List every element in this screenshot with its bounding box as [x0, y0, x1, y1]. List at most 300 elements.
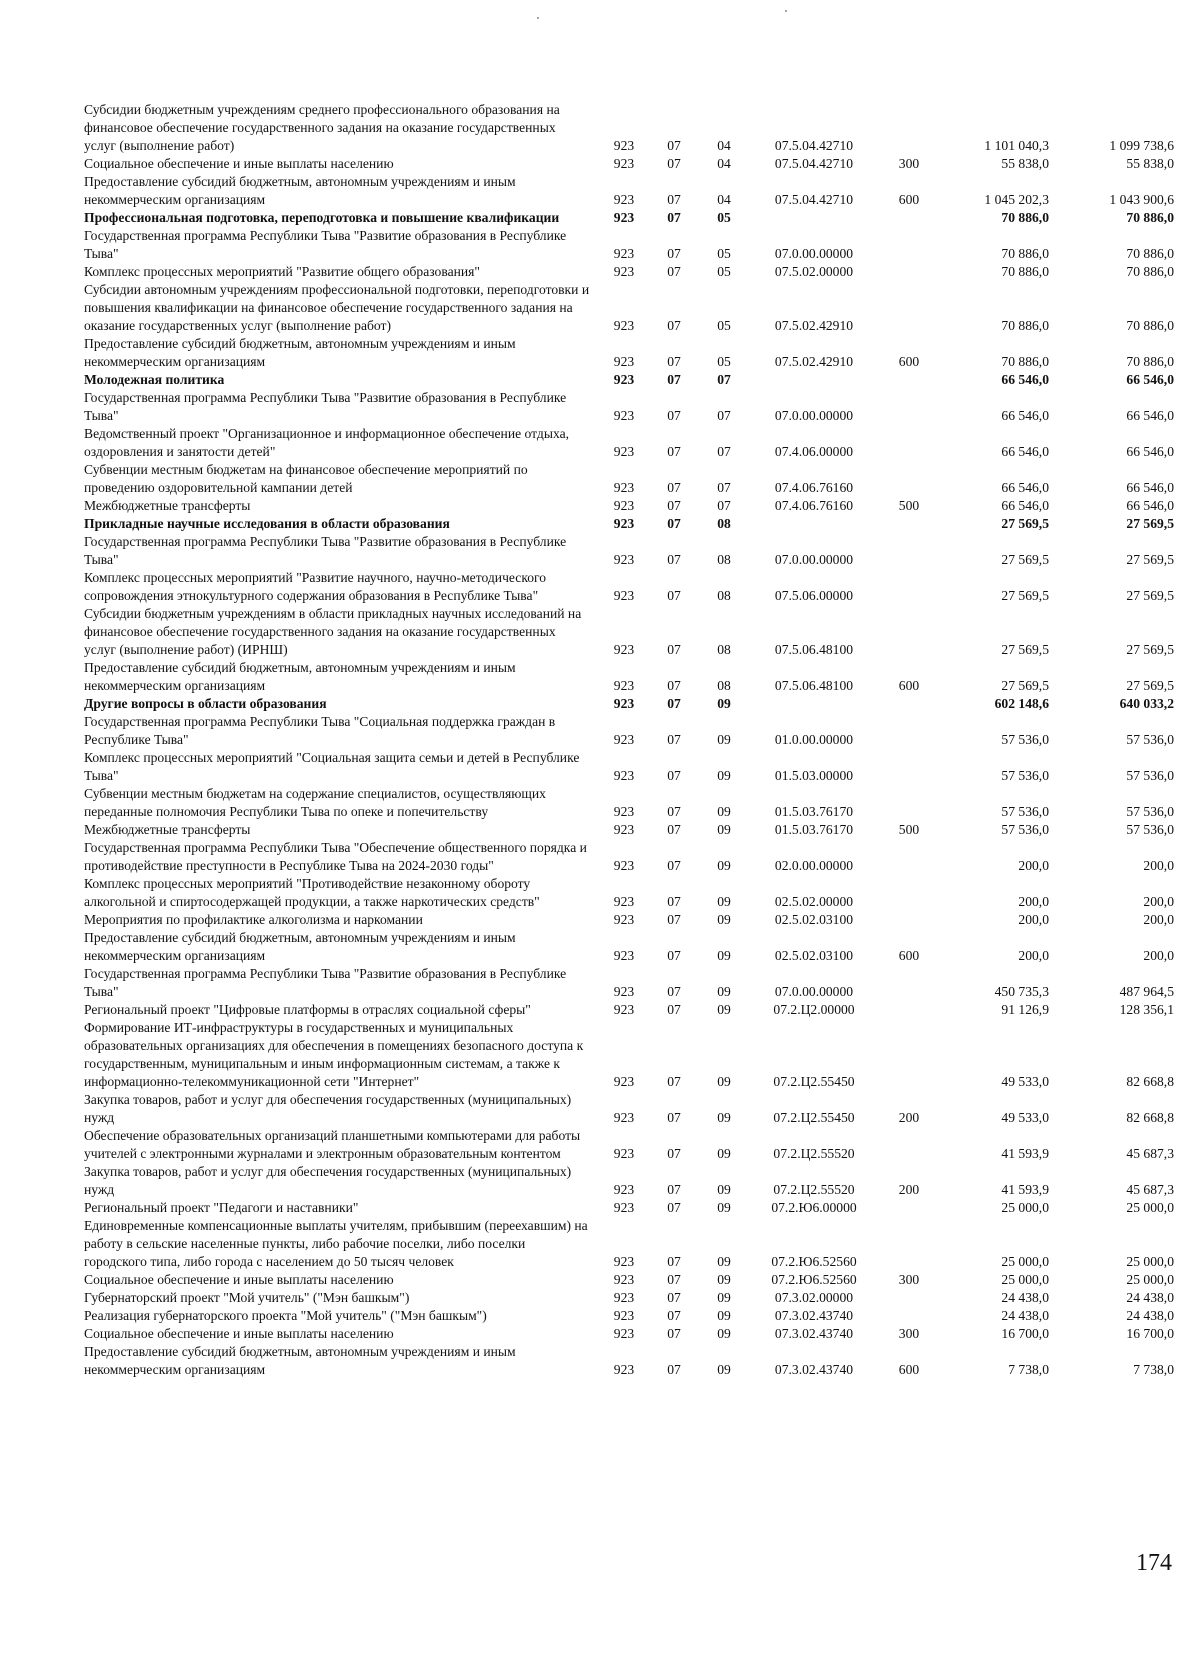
row-amount-1: 66 546,0	[1001, 498, 1049, 513]
row-amount-2: 45 687,3	[1126, 1146, 1174, 1161]
row-section-code: 07	[667, 696, 681, 711]
row-expense-type-code	[884, 875, 934, 911]
row-glav-code: 923	[613, 408, 635, 423]
row-expense-type-code: 300	[898, 1272, 920, 1287]
row-amount-2: 57 536,0	[1126, 732, 1174, 747]
row-glav-code: 923	[613, 768, 635, 783]
row-name: Государственная программа Республики Тыва "Развитие образования в Республике Тыва"	[84, 534, 567, 567]
row-expense-type-code	[884, 695, 934, 713]
row-expense-type-code: 500	[898, 498, 920, 513]
row-subsection-code: 09	[717, 1308, 731, 1323]
row-section-code: 07	[667, 318, 681, 333]
row-expense-type-code	[884, 839, 934, 875]
row-target-article-code: 07.5.02.42910	[774, 318, 854, 333]
row-subsection-code: 07	[717, 498, 731, 513]
row-section-code: 07	[667, 480, 681, 495]
row-section-code: 07	[667, 156, 681, 171]
row-glav-code: 923	[613, 1326, 635, 1341]
table-row	[84, 425, 1174, 461]
row-target-article-code: 07.2.Ю6.52560	[771, 1254, 857, 1269]
row-expense-type-code	[884, 461, 934, 497]
row-section-code: 07	[667, 894, 681, 909]
row-amount-2: 66 546,0	[1126, 408, 1174, 423]
row-section-code: 07	[667, 732, 681, 747]
row-subsection-code: 05	[717, 264, 731, 279]
row-name: Государственная программа Республики Тыва "Развитие образования в Республике Тыва"	[84, 390, 567, 423]
row-amount-2: 70 886,0	[1126, 354, 1174, 369]
row-amount-2: 82 668,8	[1126, 1074, 1174, 1089]
row-subsection-code: 09	[717, 1362, 731, 1377]
row-glav-code: 923	[613, 588, 635, 603]
row-expense-type-code	[884, 911, 934, 929]
row-expense-type-code	[884, 281, 934, 335]
row-glav-code: 923	[613, 552, 635, 567]
row-section-code: 07	[667, 768, 681, 783]
row-glav-code: 923	[613, 264, 635, 279]
row-amount-2: 27 569,5	[1126, 678, 1174, 693]
row-name: Межбюджетные трансферты	[84, 498, 251, 513]
row-glav-code: 923	[613, 858, 635, 873]
row-expense-type-code	[884, 1019, 934, 1091]
row-expense-type-code: 500	[898, 822, 920, 837]
row-name: Социальное обеспечение и иные выплаты населению	[84, 1272, 394, 1287]
row-name: Прикладные научные исследования в области образования	[84, 516, 450, 531]
row-expense-type-code	[884, 533, 934, 569]
row-amount-1: 66 546,0	[1001, 480, 1049, 495]
row-name: Региональный проект "Цифровые платформы в отраслях социальной сферы"	[84, 1002, 531, 1017]
row-amount-2: 25 000,0	[1126, 1200, 1174, 1215]
row-expense-type-code: 600	[898, 948, 920, 963]
table-row	[84, 389, 1174, 425]
row-glav-code: 923	[613, 138, 635, 153]
table-row	[84, 1091, 1174, 1127]
scan-speck	[785, 10, 787, 12]
row-amount-1: 41 593,9	[1001, 1182, 1049, 1197]
row-amount-1: 450 735,3	[994, 984, 1049, 999]
row-expense-type-code: 600	[898, 192, 920, 207]
row-glav-code: 923	[613, 1272, 635, 1287]
row-section-code: 07	[667, 354, 681, 369]
row-amount-1: 49 533,0	[1001, 1110, 1049, 1125]
row-amount-2: 70 886,0	[1126, 210, 1174, 225]
row-amount-2: 200,0	[1143, 894, 1174, 909]
row-name: Субвенции местным бюджетам на финансовое обеспечение мероприятий по проведению оздоровительной кампании детей	[84, 462, 528, 495]
row-expense-type-code	[884, 749, 934, 785]
row-amount-1: 27 569,5	[1001, 678, 1049, 693]
table-row	[84, 209, 1174, 227]
row-expense-type-code: 600	[898, 678, 920, 693]
row-name: Профессиональная подготовка, переподготовка и повышение квалификации	[84, 210, 560, 225]
row-section-code: 07	[667, 372, 681, 387]
table-row	[84, 281, 1174, 335]
row-amount-1: 27 569,5	[1001, 642, 1049, 657]
row-amount-2: 70 886,0	[1126, 318, 1174, 333]
row-target-article-code: 07.0.00.00000	[774, 408, 854, 423]
row-name: Социальное обеспечение и иные выплаты населению	[84, 156, 394, 171]
row-glav-code: 923	[613, 372, 635, 387]
row-glav-code: 923	[613, 1182, 635, 1197]
row-subsection-code: 07	[717, 372, 731, 387]
row-section-code: 07	[667, 1254, 681, 1269]
row-amount-2: 27 569,5	[1126, 588, 1174, 603]
row-target-article-code: 02.0.00.00000	[774, 858, 854, 873]
row-glav-code: 923	[613, 804, 635, 819]
row-amount-2: 57 536,0	[1126, 804, 1174, 819]
row-subsection-code: 05	[717, 246, 731, 261]
row-name: Предоставление субсидий бюджетным, автономным учреждениям и иным некоммерческим организациям	[84, 174, 516, 207]
row-expense-type-code	[884, 1217, 934, 1271]
row-target-article-code: 07.0.00.00000	[774, 246, 854, 261]
row-target-article-code: 01.0.00.00000	[774, 732, 854, 747]
row-target-article-code: 07.4.06.00000	[774, 444, 854, 459]
row-expense-type-code: 200	[898, 1182, 920, 1197]
row-subsection-code: 09	[717, 1200, 731, 1215]
budget-table	[84, 101, 1174, 1379]
row-amount-2: 487 964,5	[1119, 984, 1174, 999]
row-name: Государственная программа Республики Тыва "Социальная поддержка граждан в Республике Тыва"	[84, 714, 556, 747]
row-target-article-code	[744, 695, 884, 713]
row-expense-type-code	[884, 371, 934, 389]
row-expense-type-code: 300	[898, 1326, 920, 1341]
row-expense-type-code: 200	[898, 1110, 920, 1125]
row-amount-2: 66 546,0	[1126, 444, 1174, 459]
row-amount-2: 24 438,0	[1126, 1290, 1174, 1305]
row-amount-1: 25 000,0	[1001, 1272, 1049, 1287]
table-row	[84, 821, 1174, 839]
row-target-article-code: 07.2.Ц2.55450	[773, 1074, 855, 1089]
row-amount-1: 70 886,0	[1001, 264, 1049, 279]
row-target-article-code: 07.3.02.43740	[774, 1326, 854, 1341]
row-subsection-code: 09	[717, 1290, 731, 1305]
row-name: Региональный проект "Педагоги и наставники"	[84, 1200, 359, 1215]
row-section-code: 07	[667, 822, 681, 837]
row-name: Субсидии бюджетным учреждениям среднего профессионального образования на финансовое обеспечение государственного задания на оказание государственных услуг (выполнение работ)	[84, 102, 560, 153]
row-amount-1: 55 838,0	[1001, 156, 1049, 171]
row-glav-code: 923	[613, 894, 635, 909]
row-section-code: 07	[667, 192, 681, 207]
row-section-code: 07	[667, 1110, 681, 1125]
row-target-article-code: 07.5.02.00000	[774, 264, 854, 279]
row-subsection-code: 09	[717, 1254, 731, 1269]
row-section-code: 07	[667, 444, 681, 459]
row-subsection-code: 08	[717, 678, 731, 693]
row-section-code: 07	[667, 642, 681, 657]
row-name: Формирование ИТ-инфраструктуры в государственных и муниципальных образовательных организациях для обеспечения в помещениях безопасного доступа к государственным, муниципальным и иным информационным системам, а также к информационно-телекоммуникационной сети "Интернет"	[84, 1020, 584, 1089]
row-target-article-code: 07.5.06.48100	[774, 642, 854, 657]
budget-rows	[84, 101, 1174, 1379]
row-subsection-code: 07	[717, 408, 731, 423]
row-amount-1: 70 886,0	[1001, 318, 1049, 333]
row-target-article-code: 02.5.02.00000	[774, 894, 854, 909]
row-amount-2: 82 668,8	[1126, 1110, 1174, 1125]
row-expense-type-code	[884, 425, 934, 461]
table-row	[84, 1307, 1174, 1325]
row-glav-code: 923	[613, 948, 635, 963]
row-amount-1: 7 738,0	[1008, 1362, 1049, 1377]
row-target-article-code: 07.5.06.48100	[774, 678, 854, 693]
row-section-code: 07	[667, 1308, 681, 1323]
row-section-code: 07	[667, 552, 681, 567]
row-name: Молодежная политика	[84, 372, 225, 387]
row-name: Субвенции местным бюджетам на содержание специалистов, осуществляющих переданные полномочия Республики Тыва по опеке и попечительству	[84, 786, 546, 819]
row-amount-1: 66 546,0	[1001, 372, 1049, 387]
row-amount-1: 70 886,0	[1001, 354, 1049, 369]
row-expense-type-code	[884, 389, 934, 425]
row-amount-1: 57 536,0	[1001, 822, 1049, 837]
row-section-code: 07	[667, 804, 681, 819]
row-amount-1: 1 101 040,3	[984, 138, 1049, 153]
row-target-article-code	[744, 515, 884, 533]
row-subsection-code: 08	[717, 552, 731, 567]
row-expense-type-code	[884, 569, 934, 605]
row-subsection-code: 09	[717, 1272, 731, 1287]
row-expense-type-code	[884, 209, 934, 227]
row-amount-2: 128 356,1	[1119, 1002, 1174, 1017]
row-amount-1: 24 438,0	[1001, 1290, 1049, 1305]
row-section-code: 07	[667, 264, 681, 279]
row-subsection-code: 09	[717, 1146, 731, 1161]
row-glav-code: 923	[613, 1200, 635, 1215]
row-target-article-code: 07.2.Ц2.55520	[773, 1182, 855, 1197]
row-name: Предоставление субсидий бюджетным, автономным учреждениям и иным некоммерческим организациям	[84, 336, 516, 369]
row-glav-code: 923	[613, 480, 635, 495]
row-section-code: 07	[667, 516, 681, 531]
row-name: Предоставление субсидий бюджетным, автономным учреждениям и иным некоммерческим организациям	[84, 1344, 516, 1377]
row-name: Комплекс процессных мероприятий "Социальная защита семьи и детей в Республике Тыва"	[84, 750, 580, 783]
row-amount-2: 66 546,0	[1126, 498, 1174, 513]
row-subsection-code: 09	[717, 732, 731, 747]
row-name: Другие вопросы в области образования	[84, 696, 327, 711]
row-amount-1: 200,0	[1018, 858, 1049, 873]
row-glav-code: 923	[613, 192, 635, 207]
row-expense-type-code	[884, 605, 934, 659]
row-section-code: 07	[667, 1002, 681, 1017]
row-amount-1: 49 533,0	[1001, 1074, 1049, 1089]
row-section-code: 07	[667, 408, 681, 423]
row-glav-code: 923	[613, 1290, 635, 1305]
row-section-code: 07	[667, 912, 681, 927]
row-target-article-code: 07.5.04.42710	[774, 138, 854, 153]
row-glav-code: 923	[613, 1308, 635, 1323]
row-subsection-code: 09	[717, 804, 731, 819]
row-amount-2: 16 700,0	[1126, 1326, 1174, 1341]
row-amount-2: 200,0	[1143, 948, 1174, 963]
row-section-code: 07	[667, 1362, 681, 1377]
row-amount-2: 45 687,3	[1126, 1182, 1174, 1197]
row-subsection-code: 05	[717, 210, 731, 225]
row-amount-2: 640 033,2	[1119, 696, 1174, 711]
row-amount-1: 27 569,5	[1001, 516, 1049, 531]
row-section-code: 07	[667, 1290, 681, 1305]
row-expense-type-code	[884, 1001, 934, 1019]
row-section-code: 07	[667, 1272, 681, 1287]
row-glav-code: 923	[613, 732, 635, 747]
row-target-article-code: 07.2.Ц2.55450	[773, 1110, 855, 1125]
row-target-article-code: 07.4.06.76160	[774, 498, 854, 513]
row-expense-type-code: 600	[898, 354, 920, 369]
row-amount-1: 70 886,0	[1001, 246, 1049, 261]
row-amount-2: 66 546,0	[1126, 372, 1174, 387]
row-section-code: 07	[667, 1326, 681, 1341]
page-number: 174	[1136, 1550, 1172, 1576]
row-name: Социальное обеспечение и иные выплаты населению	[84, 1326, 394, 1341]
table-row	[84, 335, 1174, 371]
row-expense-type-code: 300	[898, 156, 920, 171]
row-glav-code: 923	[613, 1110, 635, 1125]
row-glav-code: 923	[613, 1002, 635, 1017]
table-row	[84, 101, 1174, 155]
row-name: Реализация губернаторского проекта "Мой учитель" ("Мэн башкым")	[84, 1308, 487, 1323]
row-target-article-code: 01.5.03.76170	[774, 822, 854, 837]
row-target-article-code: 02.5.02.03100	[774, 912, 854, 927]
row-glav-code: 923	[613, 498, 635, 513]
row-expense-type-code	[884, 1307, 934, 1325]
row-amount-1: 16 700,0	[1001, 1326, 1049, 1341]
row-target-article-code: 07.5.04.42710	[774, 192, 854, 207]
row-subsection-code: 09	[717, 1002, 731, 1017]
row-amount-1: 57 536,0	[1001, 804, 1049, 819]
row-subsection-code: 08	[717, 588, 731, 603]
row-subsection-code: 04	[717, 156, 731, 171]
row-amount-2: 1 043 900,6	[1109, 192, 1174, 207]
row-section-code: 07	[667, 210, 681, 225]
row-target-article-code: 07.4.06.76160	[774, 480, 854, 495]
row-glav-code: 923	[613, 642, 635, 657]
row-amount-1: 66 546,0	[1001, 408, 1049, 423]
row-expense-type-code	[884, 1289, 934, 1307]
row-expense-type-code	[884, 785, 934, 821]
row-subsection-code: 09	[717, 822, 731, 837]
table-row	[84, 1127, 1174, 1163]
table-row	[84, 173, 1174, 209]
row-amount-2: 25 000,0	[1126, 1272, 1174, 1287]
row-amount-1: 25 000,0	[1001, 1254, 1049, 1269]
row-target-article-code: 07.5.02.42910	[774, 354, 854, 369]
table-row	[84, 1001, 1174, 1019]
row-target-article-code: 07.3.02.00000	[774, 1290, 854, 1305]
row-target-article-code: 07.3.02.43740	[774, 1308, 854, 1323]
table-row	[84, 515, 1174, 533]
row-name: Государственная программа Республики Тыва "Развитие образования в Республике Тыва"	[84, 966, 567, 999]
row-section-code: 07	[667, 138, 681, 153]
row-subsection-code: 09	[717, 1182, 731, 1197]
table-row	[84, 1325, 1174, 1343]
row-subsection-code: 04	[717, 138, 731, 153]
row-subsection-code: 07	[717, 444, 731, 459]
row-name: Комплекс процессных мероприятий "Развитие общего образования"	[84, 264, 480, 279]
row-expense-type-code	[884, 713, 934, 749]
table-row	[84, 749, 1174, 785]
row-glav-code: 923	[613, 822, 635, 837]
row-amount-1: 25 000,0	[1001, 1200, 1049, 1215]
row-subsection-code: 05	[717, 318, 731, 333]
row-amount-1: 57 536,0	[1001, 732, 1049, 747]
table-row	[84, 911, 1174, 929]
row-amount-1: 200,0	[1018, 894, 1049, 909]
row-amount-2: 1 099 738,6	[1109, 138, 1174, 153]
table-row	[84, 1271, 1174, 1289]
table-row	[84, 263, 1174, 281]
row-name: Единовременные компенсационные выплаты учителям, прибывшим (переехавшим) на работу в сельские населенные пункты, либо рабочие поселки, либо поселки городского типа, либо города с населением до 50 тысяч человек	[84, 1218, 588, 1269]
row-amount-1: 66 546,0	[1001, 444, 1049, 459]
row-glav-code: 923	[613, 678, 635, 693]
row-amount-1: 41 593,9	[1001, 1146, 1049, 1161]
row-target-article-code: 01.5.03.00000	[774, 768, 854, 783]
table-row	[84, 839, 1174, 875]
table-row	[84, 875, 1174, 911]
row-name: Ведомственный проект "Организационное и информационное обеспечение отдыха, оздоровления и занятости детей"	[84, 426, 570, 459]
row-glav-code: 923	[613, 354, 635, 369]
row-name: Государственная программа Республики Тыва "Развитие образования в Республике Тыва"	[84, 228, 567, 261]
row-name: Предоставление субсидий бюджетным, автономным учреждениям и иным некоммерческим организациям	[84, 660, 516, 693]
row-amount-1: 1 045 202,3	[984, 192, 1049, 207]
row-expense-type-code	[884, 1199, 934, 1217]
row-amount-2: 27 569,5	[1126, 516, 1174, 531]
row-section-code: 07	[667, 498, 681, 513]
row-name: Закупка товаров, работ и услуг для обеспечения государственных (муниципальных) нужд	[84, 1092, 572, 1125]
row-target-article-code: 07.5.04.42710	[774, 156, 854, 171]
row-amount-1: 91 126,9	[1001, 1002, 1049, 1017]
row-target-article-code: 07.2.Ю6.00000	[771, 1200, 857, 1215]
row-target-article-code: 02.5.02.03100	[774, 948, 854, 963]
row-section-code: 07	[667, 858, 681, 873]
table-row	[84, 497, 1174, 515]
table-row	[84, 371, 1174, 389]
row-glav-code: 923	[613, 210, 635, 225]
row-subsection-code: 09	[717, 696, 731, 711]
row-section-code: 07	[667, 1074, 681, 1089]
row-glav-code: 923	[613, 1074, 635, 1089]
row-section-code: 07	[667, 1200, 681, 1215]
row-section-code: 07	[667, 1182, 681, 1197]
row-name: Предоставление субсидий бюджетным, автономным учреждениям и иным некоммерческим организациям	[84, 930, 516, 963]
row-name: Мероприятия по профилактике алкоголизма и наркомании	[84, 912, 423, 927]
row-subsection-code: 09	[717, 894, 731, 909]
table-row	[84, 1199, 1174, 1217]
row-glav-code: 923	[613, 1146, 635, 1161]
row-amount-1: 57 536,0	[1001, 768, 1049, 783]
row-expense-type-code	[884, 1127, 934, 1163]
row-expense-type-code	[884, 515, 934, 533]
row-glav-code: 923	[613, 444, 635, 459]
row-amount-1: 27 569,5	[1001, 552, 1049, 567]
table-row	[84, 605, 1174, 659]
row-target-article-code: 07.0.00.00000	[774, 984, 854, 999]
row-expense-type-code	[884, 263, 934, 281]
table-row	[84, 1343, 1174, 1379]
row-subsection-code: 05	[717, 354, 731, 369]
row-target-article-code: 07.5.06.00000	[774, 588, 854, 603]
row-amount-2: 200,0	[1143, 858, 1174, 873]
row-target-article-code: 07.3.02.43740	[774, 1362, 854, 1377]
row-name: Закупка товаров, работ и услуг для обеспечения государственных (муниципальных) нужд	[84, 1164, 572, 1197]
row-name: Межбюджетные трансферты	[84, 822, 251, 837]
table-row	[84, 695, 1174, 713]
row-amount-2: 24 438,0	[1126, 1308, 1174, 1323]
row-subsection-code: 08	[717, 642, 731, 657]
row-amount-2: 7 738,0	[1133, 1362, 1174, 1377]
row-section-code: 07	[667, 678, 681, 693]
row-section-code: 07	[667, 984, 681, 999]
row-name: Комплекс процессных мероприятий "Противодействие незаконному обороту алкогольной и спиртосодержащей продукции, а также наркотических средств"	[84, 876, 540, 909]
row-expense-type-code: 600	[898, 1362, 920, 1377]
row-glav-code: 923	[613, 516, 635, 531]
row-name: Обеспечение образовательных организаций планшетными компьютерами для работы учителей с электронными журналами и электронным образовательным контентом	[84, 1128, 581, 1161]
table-row	[84, 929, 1174, 965]
row-target-article-code: 07.2.Ю6.52560	[771, 1272, 857, 1287]
table-row	[84, 155, 1174, 173]
row-glav-code: 923	[613, 318, 635, 333]
